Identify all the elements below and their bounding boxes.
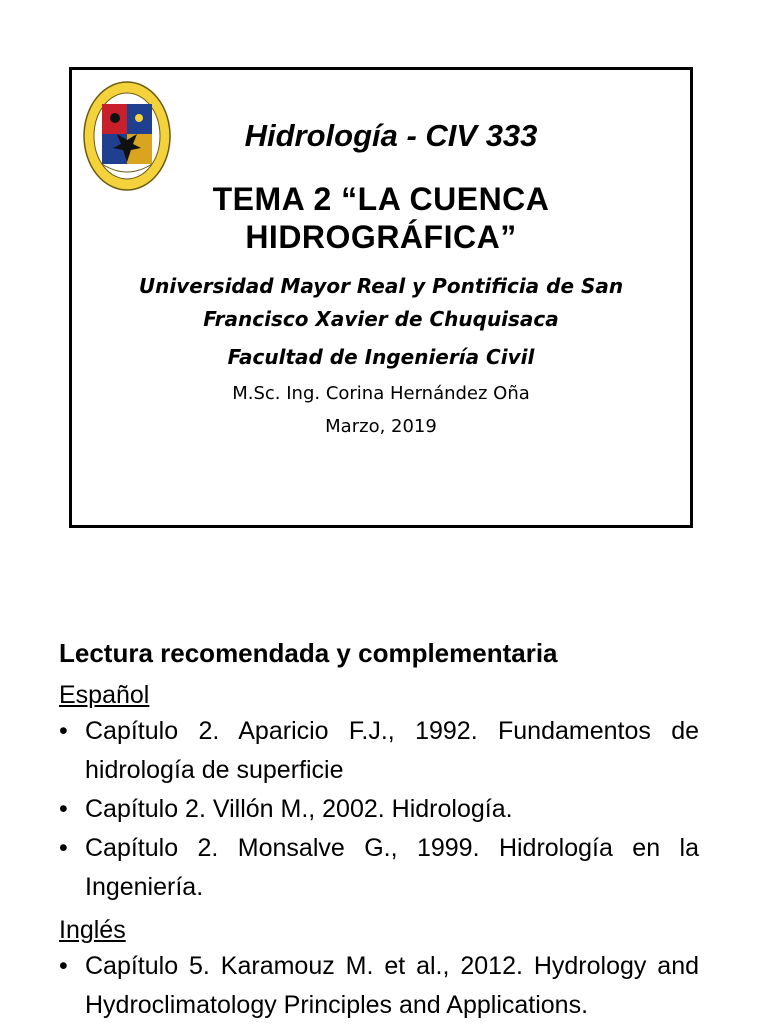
reference-list-english (59, 947, 699, 1024)
bullet-icon: • (59, 795, 68, 823)
university-name (92, 270, 670, 336)
topic-title-line2: HIDROGRÁFICA” (245, 219, 517, 255)
list-item (59, 712, 699, 790)
list-item (59, 790, 699, 829)
university-line1: Universidad Mayor Real y Pontificia de San (138, 274, 624, 298)
topic-title (112, 180, 650, 256)
reference-text: Capítulo 2. Villón M., 2002. Hidrología. (85, 795, 513, 823)
language-heading-english: Inglés (59, 916, 126, 944)
reading-heading: Lectura recomendada y complementaria (59, 638, 558, 668)
list-item (59, 947, 699, 1024)
reference-text: Capítulo 2. Aparicio F.J., 1992. Fundamentos de hidrología de superficie (85, 717, 699, 784)
list-item (59, 829, 699, 907)
author-name: M.Sc. Ing. Corina Hernández Oña (232, 383, 530, 404)
reference-text: Capítulo 2. Monsalve G., 1999. Hidrología en la Ingeniería. (85, 834, 699, 901)
bullet-icon: • (59, 834, 68, 862)
university-line2: Francisco Xavier de Chuquisaca (203, 307, 559, 331)
faculty-name: Facultad de Ingeniería Civil (227, 345, 535, 369)
language-heading-spanish: Español (59, 681, 150, 709)
reference-list-spanish (59, 712, 699, 907)
presentation-date: Marzo, 2019 (325, 416, 437, 437)
title-slide (69, 67, 693, 528)
bullet-icon: • (59, 717, 68, 745)
course-title: Hidrología - CIV 333 (244, 118, 538, 153)
reference-text: Capítulo 5. Karamouz M. et al., 2012. Hydrology and Hydroclimatology Principles and Applications. (85, 952, 699, 1019)
bullet-icon: • (59, 952, 68, 980)
recommended-reading (59, 634, 699, 1024)
topic-title-line1: TEMA 2 “LA CUENCA (212, 181, 550, 217)
